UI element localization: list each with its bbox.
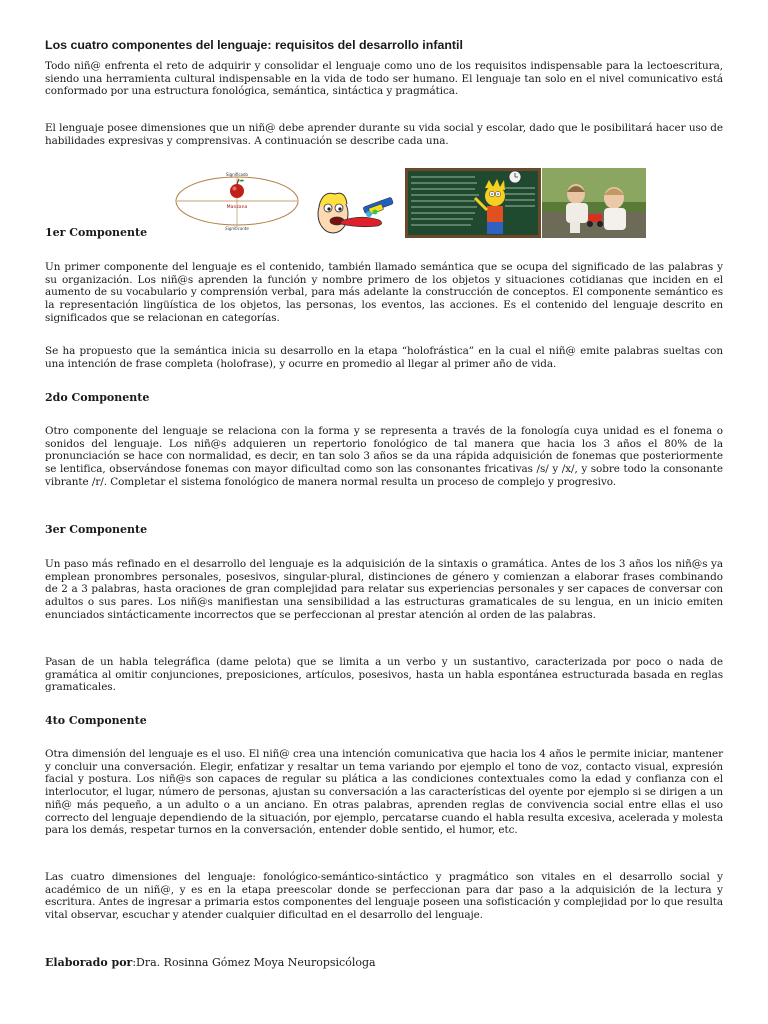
- signature-label: Elaborado por: [45, 956, 133, 969]
- children-playing-photo: [542, 168, 646, 238]
- document-title: Los cuatro componentes del lenguaje: requisitos del desarrollo infantil: [45, 38, 463, 52]
- cartoon-child-image: [313, 184, 403, 240]
- chalkboard-cartoon-image: [405, 168, 541, 238]
- section-heading-4: 4to Componente: [45, 714, 147, 727]
- signature-text: :Dra. Rosinna Gómez Moya Neuropsicóloga: [132, 956, 376, 969]
- section-3-paragraph-1: Un paso más refinado en el desarrollo del lenguaje es la adquisición de la sintaxis o gramática. Antes de los 3 años los niñ@s ya emplean pronombres personales, posesivos, singular-plural, distinciones de género y comienzan a elaborar frases combinando de 2 a 3 palabras, hasta oraciones de gran complejidad para relatar sus experiencias personales y ser capaces de conversar con adultos o sus pares. Los niñ@s manifiestan una sensibilidad a las estructuras gramaticales de su lengua, en un inicio emiten enunciados sintácticamente incorrectos que se perfeccionan al prestar atención al orden de las palabras.: [45, 558, 723, 621]
- diagram-label-top: Significado: [226, 172, 248, 177]
- section-1-paragraph-1: Un primer componente del lenguaje es el contenido, también llamado semántica que se ocupa del significado de las palabras y su organización. Los niñ@s aprenden la función y nombre primero de los objetos y situaciones cotidianas que inciden en el aumento de su vocabulario y comprensión verbal, para más adelante la construcción de conceptos. El componente semántico es la representación lingüística de los objetos, las personas, los eventos, las acciones. Es el contenido del lenguaje descrito en significados que se relacionan en categorías.: [45, 261, 723, 324]
- section-heading-3: 3er Componente: [45, 523, 148, 536]
- intro-paragraph-1: Todo niñ@ enfrenta el reto de adquirir y consolidar el lenguaje como uno de los requisitos indispensable para la lectoescritura, siendo una herramienta cultural indispensable en la vida de todo ser humano. El lenguaje tan solo en el nivel comunicativo está conformado por una estructura fonológica, semántica, sintáctica y pragmática.: [45, 60, 723, 98]
- section-3-paragraph-2: Pasan de un habla telegráfica (dame pelota) que se limita a un verbo y un sustantivo, caracterizada por poco o nada de gramática al omitir conjunciones, preposiciones, artículos, posesivos, hasta un habla espontánea estructurada basada en reglas gramaticales.: [45, 656, 723, 694]
- intro-paragraph-2: El lenguaje posee dimensiones que un niñ@ debe aprender durante su vida social y escolar, dado que le posibilitará hacer uso de habilidades expresivas y comprensivas. A continuación se describe cada una.: [45, 122, 723, 147]
- section-heading-1: 1er Componente: [45, 226, 148, 239]
- section-4-paragraph-1: Otra dimensión del lenguaje es el uso. El niñ@ crea una intención comunicativa que hacia los 4 años le permite iniciar, mantener y concluir una conversación. Elegir, enfatizar y resaltar un tema variando por ejemplo el tono de voz, contacto visual, expresión facial y postura. Los niñ@s son capaces de regular su plática a las condiciones contextuales como la edad y confianza con el interlocutor, el lugar, número de personas, ajustan su conversación a las características del oyente por ejemplo si se dirigen a un niñ@ más pequeño, a un adulto o a un anciano. En otras palabras, aprenden reglas de convivencia social entre ellas el uso correcto del lenguaje dependiendo de la situación, por ejemplo, percatarse cuando el habla resulta excesiva, acelerada y molesta para los demás, respetar turnos en la conversación, entender doble sentido, el humor, etc.: [45, 748, 723, 837]
- section-2-paragraph-1: Otro componente del lenguaje se relaciona con la forma y se representa a través de la fonología cuya unidad es el fonema o sonidos del lenguaje. Los niñ@s adquieren un repertorio fonológico de tal manera que hacia los 3 años el 80% de la pronunciación se hace con normalidad, es decir, en tan solo 3 años se da una rápida adquisición de fonemas que posteriormente se lentifica, observándose fonemas con mayor dificultad como son las consonantes fricativas /s/ y /x/, y sobre todo la consonante vibrante /r/. Completar el sistema fonológico de manera normal resulta un proceso de complejo y progresivo.: [45, 425, 723, 488]
- section-1-paragraph-2: Se ha propuesto que la semántica inicia su desarrollo en la etapa “holofrástica” en la cual el niñ@ emite palabras sueltas con una intención de frase completa (holofrase), y ocurre en promedio al llegar al primer año de vida.: [45, 345, 723, 370]
- apple-icon: [230, 184, 244, 198]
- author-signature: [45, 956, 376, 969]
- section-4-paragraph-2: Las cuatro dimensiones del lenguaje: fonológico-semántico-sintáctico y pragmático son vitales en el desarrollo social y académico de un niñ@, y es en la etapa preescolar donde se perfeccionan para dar paso a la adquisición de la lectura y escritura. Antes de ingresar a primaria estos componentes del lenguaje poseen una sofisticación y complejidad por lo que resulta vital observar, escuchar y atender cualquier dificultad en el desarrollo del lenguaje.: [45, 871, 723, 922]
- section-heading-2: 2do Componente: [45, 391, 150, 404]
- diagram-label-bottom: Significante: [225, 226, 249, 231]
- semantic-diagram-image: [175, 170, 300, 232]
- diagram-label-mid: Manzana: [226, 205, 248, 210]
